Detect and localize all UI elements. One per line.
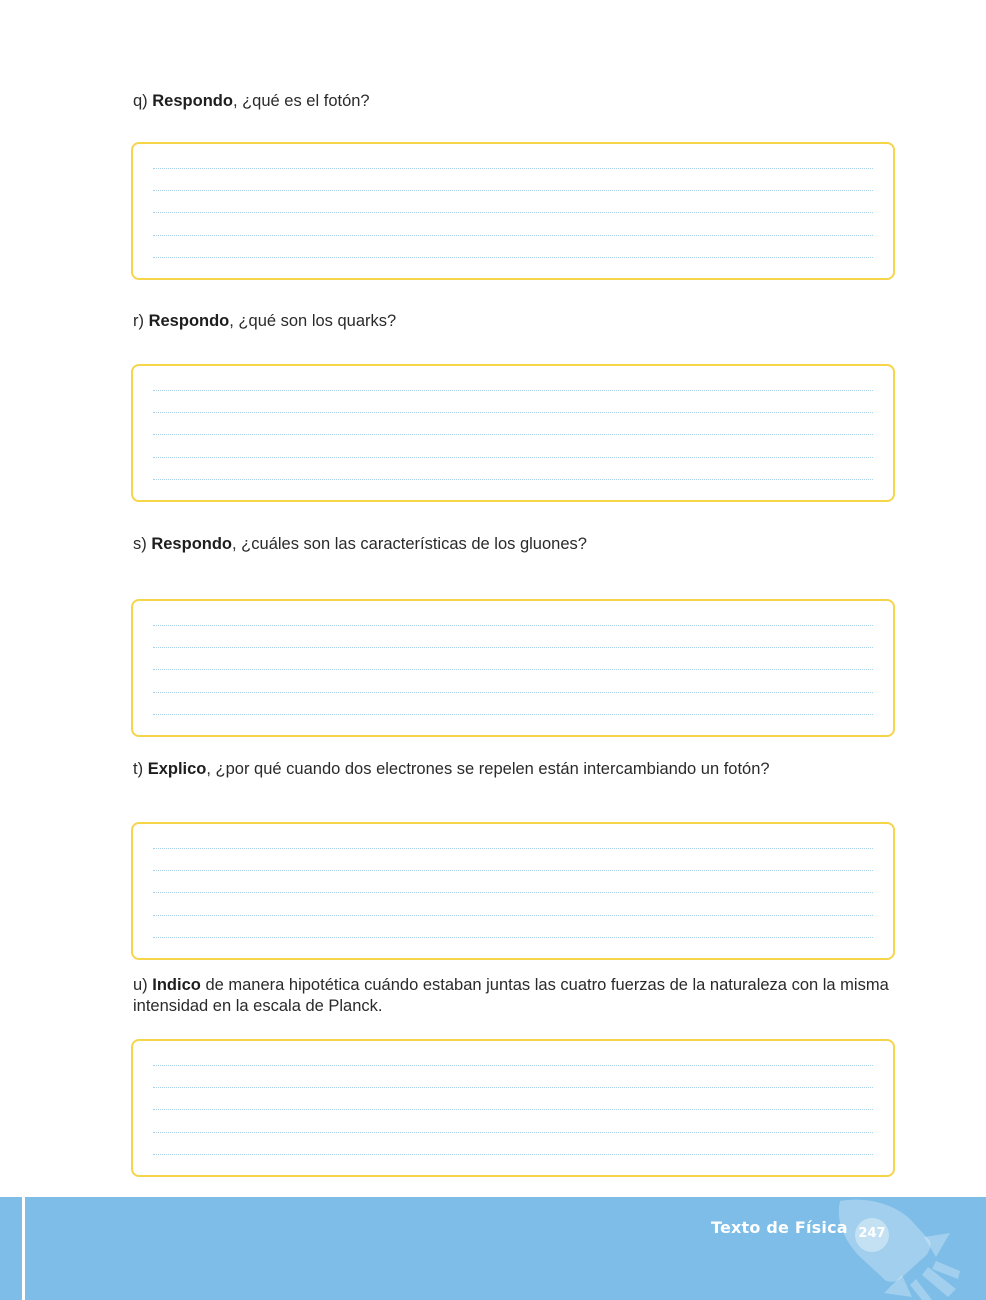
answer-line bbox=[153, 257, 873, 258]
question-t bbox=[133, 759, 903, 780]
answer-line bbox=[153, 870, 873, 871]
question-verb: Explico bbox=[147, 760, 207, 778]
answer-line bbox=[153, 1109, 873, 1110]
question-letter: s) bbox=[133, 535, 147, 553]
answer-line bbox=[153, 647, 873, 648]
question-q bbox=[133, 91, 903, 112]
answer-line bbox=[153, 1132, 873, 1133]
answer-line bbox=[153, 625, 873, 626]
question-text: de manera hipotética cuándo estaban juntas las cuatro fuerzas de la naturaleza con la misma intensidad en la escala de Planck. bbox=[133, 976, 889, 1015]
answer-line bbox=[153, 390, 873, 391]
answer-line bbox=[153, 212, 873, 213]
answer-box-q[interactable] bbox=[131, 142, 895, 280]
question-text: , ¿cuáles son las características de los gluones? bbox=[232, 535, 587, 553]
answer-line bbox=[153, 915, 873, 916]
question-letter: u) bbox=[133, 976, 148, 994]
answer-line bbox=[153, 692, 873, 693]
question-letter: r) bbox=[133, 312, 144, 330]
question-verb: Respondo bbox=[151, 535, 233, 553]
answer-line bbox=[153, 235, 873, 236]
answer-line bbox=[153, 1065, 873, 1066]
answer-line bbox=[153, 457, 873, 458]
answer-line bbox=[153, 848, 873, 849]
answer-line bbox=[153, 190, 873, 191]
answer-line bbox=[153, 669, 873, 670]
answer-box-r[interactable] bbox=[131, 364, 895, 502]
answer-line bbox=[153, 1087, 873, 1088]
question-r bbox=[133, 311, 903, 332]
footer-divider bbox=[22, 1197, 25, 1300]
question-verb: Indico bbox=[152, 976, 201, 994]
answer-line bbox=[153, 412, 873, 413]
question-verb: Respondo bbox=[148, 312, 230, 330]
answer-line bbox=[153, 479, 873, 480]
question-u bbox=[133, 975, 903, 1017]
answer-line bbox=[153, 434, 873, 435]
question-text: , ¿qué son los quarks? bbox=[229, 312, 397, 330]
book-title: Texto de Física bbox=[711, 1218, 848, 1237]
question-letter: t) bbox=[133, 760, 144, 778]
question-verb: Respondo bbox=[152, 92, 233, 110]
page-footer bbox=[0, 1197, 986, 1300]
answer-line bbox=[153, 168, 873, 169]
answer-line bbox=[153, 892, 873, 893]
answer-box-u[interactable] bbox=[131, 1039, 895, 1177]
question-s bbox=[133, 534, 903, 555]
answer-box-t[interactable] bbox=[131, 822, 895, 960]
page-number: 247 bbox=[858, 1226, 886, 1241]
answer-line bbox=[153, 714, 873, 715]
question-letter: q) bbox=[133, 92, 148, 110]
question-text: , ¿qué es el fotón? bbox=[232, 92, 370, 110]
answer-line bbox=[153, 937, 873, 938]
rocket-icon bbox=[832, 1197, 962, 1300]
answer-line bbox=[153, 1154, 873, 1155]
answer-box-s[interactable] bbox=[131, 599, 895, 737]
question-text: , ¿por qué cuando dos electrones se repelen están intercambiando un fotón? bbox=[206, 760, 770, 778]
